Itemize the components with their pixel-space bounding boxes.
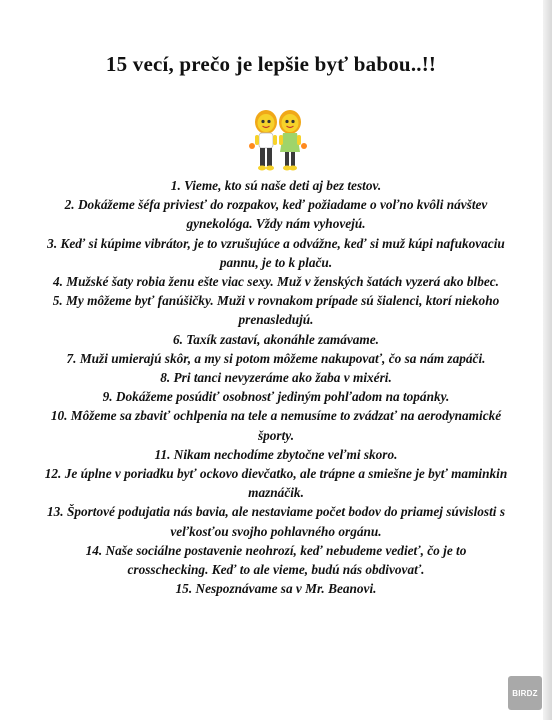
birdz-watermark-logo: BIRDZ xyxy=(508,676,542,710)
reasons-list xyxy=(44,176,508,598)
list-item: 9. Dokážeme posúdiť osobnosť jediným pohľadom na topánky. xyxy=(102,389,450,405)
list-item: 7. Muži umierajú skôr, a my si potom môžeme nakupovať, čo sa nám zapáči. xyxy=(66,350,486,366)
list-item: 14. Naše sociálne postavenie neohrozí, keď nebudeme vedieť, čo je to crosschecking. Keď to ale vieme, budú nás obdivovať. xyxy=(85,542,467,578)
list-item: 8. Pri tanci nevyzeráme ako žaba v mixéri. xyxy=(160,370,392,386)
list-item: 2. Dokážeme šéfa priviesť do rozpakov, keď požiadame o voľno kvôli návštev gynekológa. Vždy nám vyhovejú. xyxy=(64,197,488,232)
document-title: 15 vecí, prečo je lepšie byť babou..!! xyxy=(105,52,437,76)
list-item: 11. Nikam nechodíme zbytočne veľmi skoro. xyxy=(154,446,398,462)
list-item: 1. Vieme, kto sú naše deti aj bez testov. xyxy=(170,178,382,193)
list-item: 10. Môžeme sa zbaviť ochlpenia na tele a nemusíme to zvádzať na aerodynamické športy. xyxy=(50,408,502,443)
list-item: 6. Taxík zastaví, akonáhle zamávame. xyxy=(173,331,379,347)
page-edge xyxy=(543,0,552,720)
list-item: 15. Nespoznávame sa v Mr. Beanovi. xyxy=(175,581,377,597)
list-item: 3. Keď si kúpime vibrátor, je to vzrušujúce a odvážne, keď si muž kúpi nafukovaciu pannu, je to k plaču. xyxy=(47,235,505,270)
list-item: 13. Športové podujatia nás bavia, ale nestaviame počet bodov do priamej súvislosti s veľkosťou svojho pohlavného orgánu. xyxy=(47,504,505,539)
girls-cartoon-icon xyxy=(246,108,310,174)
list-item: 12. Je úplne v poriadku byť ockovo dievčatko, ale trápne a smiešne je byť maminkin maznáčik. xyxy=(44,466,508,501)
list-item: 5. My môžeme byť fanúšičky. Muži v rovnakom prípade sú šialenci, ktorí niekoho prenasledujú. xyxy=(52,293,500,328)
list-item: 4. Mužské šaty robia ženu ešte viac sexy. Muž v ženských šatách vyzerá ako blbec. xyxy=(52,274,500,290)
